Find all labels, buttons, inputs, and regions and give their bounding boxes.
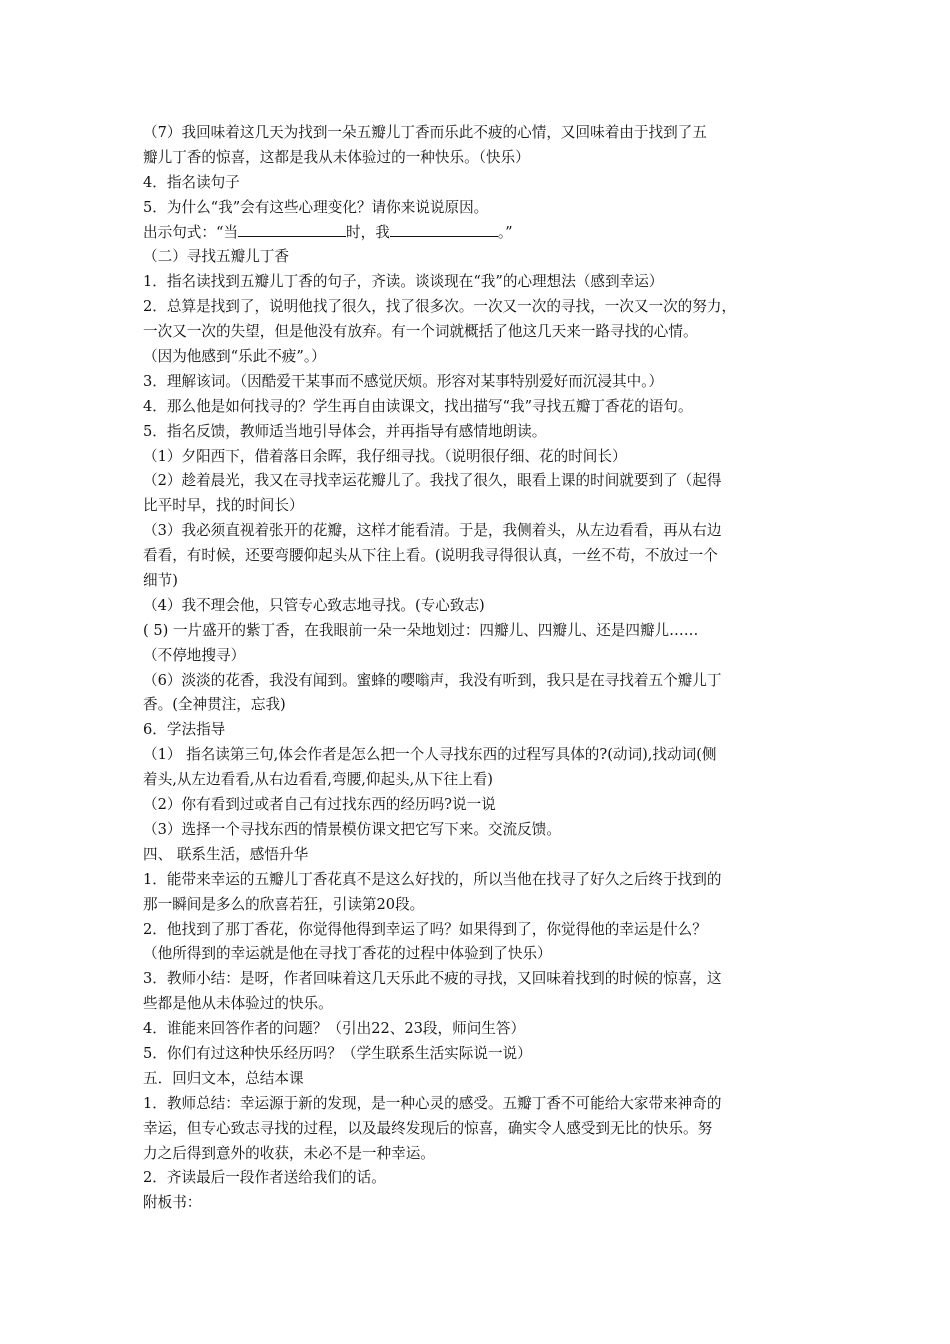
text-line: 1．教师总结：幸运源于新的发现，是一种心灵的感受。五瓣丁香不可能给大家带来神奇的 (143, 1094, 722, 1112)
text-line: 香。(全神贯注，忘我) (143, 696, 286, 714)
fill-blank-2 (390, 222, 498, 237)
text-line: 看看，有时候，还要弯腰仰起头从下往上看。(说明我寻得很认真，一丝不苟，不放过一个 (143, 547, 718, 565)
text-line: 五．回归文本，总结本课 (143, 1069, 304, 1087)
text-line: 5．为什么“我”会有这些心理变化？请你来说说原因。 (143, 198, 489, 216)
sentence-prefix: 出示句式：“当 (143, 223, 239, 241)
text-line: （二）寻找五瓣儿丁香 (143, 248, 289, 266)
text-line: 力之后得到意外的收获，未必不是一种幸运。 (143, 1144, 435, 1162)
text-line: 比平时早，找的时间长） (143, 497, 304, 515)
text-line: （6）淡淡的花香，我没有闻到。蜜蜂的嘤嗡声，我没有听到，我只是在寻找着五个瓣儿丁 (143, 671, 722, 689)
text-line: ( 5) 一片盛开的紫丁香，在我眼前一朵一朵地划过：四瓣儿、四瓣儿、还是四瓣儿…… (143, 621, 699, 639)
text-line: 4．那么他是如何找寻的？学生再自由读课文，找出描写“我”寻找五瓣丁香花的语句。 (143, 397, 693, 415)
text-line: 附板书： (143, 1194, 202, 1212)
text-line: 些都是他从未体验过的快乐。 (143, 995, 333, 1013)
sentence-middle: 时，我 (346, 223, 390, 241)
text-line: （2）趁着晨光，我又在寻找幸运花瓣儿了。我找了很久，眼看上课的时间就要到了（起得 (143, 472, 722, 490)
fill-blank-1 (238, 222, 346, 237)
text-line: 那一瞬间是多么的欣喜若狂，引读第20段。 (143, 895, 425, 913)
text-line: 着头,从左边看看,从右边看看,弯腰,仰起头,从下往上看) (143, 771, 493, 789)
text-line: 瓣儿丁香的惊喜，这都是我从未体验过的一种快乐。（快乐） (143, 148, 530, 166)
text-line: 细节) (143, 572, 178, 590)
text-line: 2．总算是找到了，说明他找了很久，找了很多次。一次又一次的寻找，一次又一次的努力， (143, 298, 737, 316)
text-line: （3）选择一个寻找东西的情景模仿课文把它写下来。交流反馈。 (143, 820, 561, 838)
document-page (143, 121, 807, 1216)
text-line: （7）我回味着这几天为找到一朵五瓣儿丁香而乐此不疲的心情，又回味着由于找到了五 (143, 124, 707, 141)
sentence-suffix: 。” (497, 223, 513, 241)
text-line: 1．指名读找到五瓣儿丁香的句子，齐读。谈谈现在“我”的心理想法（感到幸运） (143, 273, 664, 291)
text-line: 1．能带来幸运的五瓣儿丁香花真不是这么好找的，所以当他在找寻了好久之后终于找到的 (143, 870, 722, 888)
text-line: 3．教师小结：是呀，作者回味着这几天乐此不疲的寻找，又回味着找到的时候的惊喜，这 (143, 970, 722, 988)
text-line: （1）夕阳西下，借着落日余晖，我仔细寻找。（说明很仔细、花的时间长） (143, 447, 627, 465)
text-line: 3．理解该词。（因酷爱干某事而不感觉厌烦。形容对某事特别爱好而沉浸其中。） (143, 372, 664, 390)
text-line: 5．指名反馈，教师适当地引导体会，并再指导有感情地朗读。 (143, 422, 547, 440)
text-line: 幸运，但专心致志寻找的过程，以及最终发现后的惊喜，确实令人感受到无比的快乐。努 (143, 1119, 713, 1137)
text-line: 4．谁能来回答作者的问题？（引出22、23段，师问生答） (143, 1020, 526, 1038)
text-line: （不停地搜寻） (143, 646, 246, 664)
text-line: 2．他找到了那丁香花，你觉得他得到幸运了吗？如果得到了，你觉得他的幸运是什么？ (143, 920, 707, 938)
sentence-pattern-line (143, 221, 807, 246)
text-line: （2）你有看到过或者自己有过找东西的经历吗?说一说 (143, 796, 496, 814)
text-line: （他所得到的幸运就是他在寻找丁香花的过程中体验到了快乐） (143, 945, 552, 963)
text-line: 一次又一次的失望，但是他没有放弃。有一个词就概括了他这几天来一路寻找的心情。 (143, 323, 698, 341)
text-line: （因为他感到“乐此不疲”。） (143, 348, 326, 366)
text-line: 四、 联系生活，感悟升华 (143, 845, 309, 863)
text-line: 6．学法指导 (143, 721, 226, 739)
text-line: （1） 指名读第三句,体会作者是怎么把一个人寻找东西的过程写具体的?(动词),找动词(侧 (143, 746, 717, 764)
text-line: 5．你们有过这种快乐经历吗？（学生联系生活实际说一说） (143, 1044, 532, 1062)
text-line: 4．指名读句子 (143, 173, 240, 191)
text-line: （4）我不理会他，只管专心致志地寻找。(专心致志) (143, 596, 485, 614)
text-line: （3）我必须直视着张开的花瓣，这样才能看清。于是，我侧着头，从左边看看，再从右边 (143, 522, 722, 540)
text-line: 2．齐读最后一段作者送给我们的话。 (143, 1169, 386, 1187)
